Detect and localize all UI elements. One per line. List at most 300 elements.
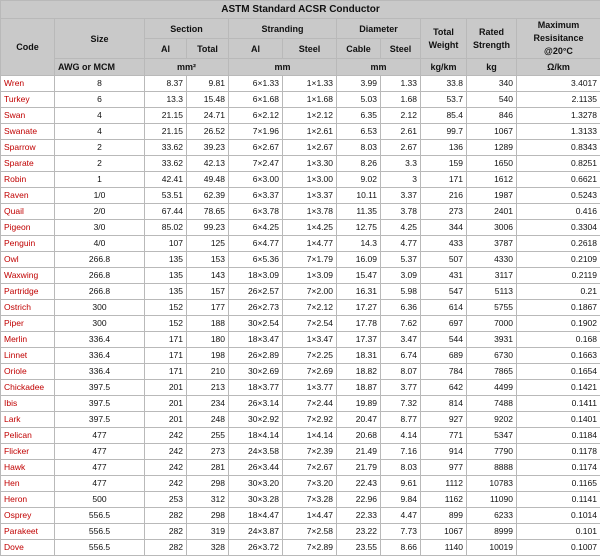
cell-size: 336.4 bbox=[55, 364, 145, 380]
cell-code: Raven bbox=[1, 188, 55, 204]
header-section: Section bbox=[145, 19, 229, 39]
header-diameter-unit: mm bbox=[337, 59, 421, 76]
cell-size: 266.8 bbox=[55, 268, 145, 284]
cell-diameter-steel: 6.36 bbox=[381, 300, 421, 316]
cell-diameter-cable: 18.87 bbox=[337, 380, 381, 396]
cell-section-total: 39.23 bbox=[187, 140, 229, 156]
table-row bbox=[1, 108, 600, 124]
cell-section-al: 242 bbox=[145, 460, 187, 476]
cell-strength: 6233 bbox=[467, 508, 517, 524]
cell-section-al: 85.02 bbox=[145, 220, 187, 236]
cell-code: Osprey bbox=[1, 508, 55, 524]
cell-section-al: 282 bbox=[145, 524, 187, 540]
cell-section-al: 201 bbox=[145, 380, 187, 396]
cell-section-al: 171 bbox=[145, 332, 187, 348]
cell-diameter-steel: 3.37 bbox=[381, 188, 421, 204]
cell-stranding-al: 6×3.78 bbox=[229, 204, 283, 220]
table-row bbox=[1, 236, 600, 252]
cell-code: Hawk bbox=[1, 460, 55, 476]
cell-section-al: 42.41 bbox=[145, 172, 187, 188]
table-row bbox=[1, 252, 600, 268]
cell-weight: 642 bbox=[421, 380, 467, 396]
cell-stranding-al: 30×2.54 bbox=[229, 316, 283, 332]
header-stranding-unit: mm bbox=[229, 59, 337, 76]
cell-stranding-al: 24×3.87 bbox=[229, 524, 283, 540]
cell-strength: 11090 bbox=[467, 492, 517, 508]
cell-resistance: 0.1654 bbox=[517, 364, 600, 380]
cell-code: Hen bbox=[1, 476, 55, 492]
cell-stranding-steel: 7×2.54 bbox=[283, 316, 337, 332]
cell-stranding-steel: 1×3.30 bbox=[283, 156, 337, 172]
cell-section-al: 242 bbox=[145, 444, 187, 460]
cell-diameter-steel: 7.32 bbox=[381, 396, 421, 412]
cell-strength: 5113 bbox=[467, 284, 517, 300]
cell-stranding-steel: 7×2.58 bbox=[283, 524, 337, 540]
cell-section-total: 180 bbox=[187, 332, 229, 348]
cell-diameter-cable: 6.53 bbox=[337, 124, 381, 140]
cell-strength: 846 bbox=[467, 108, 517, 124]
cell-diameter-cable: 20.68 bbox=[337, 428, 381, 444]
table-row bbox=[1, 524, 600, 540]
cell-weight: 771 bbox=[421, 428, 467, 444]
cell-stranding-steel: 1×4.77 bbox=[283, 236, 337, 252]
cell-diameter-cable: 20.47 bbox=[337, 412, 381, 428]
header-weight-unit: kg/km bbox=[421, 59, 467, 76]
cell-size: 397.5 bbox=[55, 380, 145, 396]
cell-code: Pelican bbox=[1, 428, 55, 444]
cell-weight: 216 bbox=[421, 188, 467, 204]
cell-stranding-al: 6×3.00 bbox=[229, 172, 283, 188]
table-row bbox=[1, 140, 600, 156]
cell-strength: 7488 bbox=[467, 396, 517, 412]
cell-stranding-al: 26×2.57 bbox=[229, 284, 283, 300]
cell-strength: 3117 bbox=[467, 268, 517, 284]
cell-resistance: 0.1141 bbox=[517, 492, 600, 508]
cell-size: 477 bbox=[55, 460, 145, 476]
cell-resistance: 0.1663 bbox=[517, 348, 600, 364]
cell-size: 4 bbox=[55, 108, 145, 124]
table-row bbox=[1, 380, 600, 396]
header-size-unit: AWG or MCM bbox=[55, 59, 145, 76]
cell-diameter-steel: 3.09 bbox=[381, 268, 421, 284]
cell-stranding-al: 30×3.20 bbox=[229, 476, 283, 492]
cell-stranding-al: 26×3.72 bbox=[229, 540, 283, 556]
cell-stranding-steel: 7×2.89 bbox=[283, 540, 337, 556]
table-body bbox=[1, 76, 600, 556]
cell-resistance: 0.1178 bbox=[517, 444, 600, 460]
cell-section-total: 15.48 bbox=[187, 92, 229, 108]
cell-stranding-al: 18×3.09 bbox=[229, 268, 283, 284]
cell-section-al: 171 bbox=[145, 348, 187, 364]
cell-diameter-cable: 8.26 bbox=[337, 156, 381, 172]
cell-stranding-al: 6×1.33 bbox=[229, 76, 283, 92]
cell-diameter-steel: 2.12 bbox=[381, 108, 421, 124]
cell-size: 397.5 bbox=[55, 396, 145, 412]
cell-strength: 10019 bbox=[467, 540, 517, 556]
cell-stranding-steel: 1×2.67 bbox=[283, 140, 337, 156]
cell-diameter-cable: 22.43 bbox=[337, 476, 381, 492]
cell-strength: 9202 bbox=[467, 412, 517, 428]
cell-diameter-cable: 23.22 bbox=[337, 524, 381, 540]
cell-resistance: 0.1411 bbox=[517, 396, 600, 412]
cell-code: Sparrow bbox=[1, 140, 55, 156]
cell-diameter-cable: 18.31 bbox=[337, 348, 381, 364]
cell-code: Ostrich bbox=[1, 300, 55, 316]
table-row bbox=[1, 348, 600, 364]
cell-section-al: 282 bbox=[145, 540, 187, 556]
cell-code: Heron bbox=[1, 492, 55, 508]
cell-resistance: 0.1902 bbox=[517, 316, 600, 332]
table-row bbox=[1, 220, 600, 236]
cell-weight: 614 bbox=[421, 300, 467, 316]
table-row bbox=[1, 284, 600, 300]
cell-code: Flicker bbox=[1, 444, 55, 460]
table-row bbox=[1, 508, 600, 524]
cell-strength: 3931 bbox=[467, 332, 517, 348]
table-row bbox=[1, 476, 600, 492]
cell-code: Partridge bbox=[1, 284, 55, 300]
cell-diameter-steel: 8.77 bbox=[381, 412, 421, 428]
header-diameter-steel: Steel bbox=[381, 39, 421, 59]
cell-diameter-steel: 4.14 bbox=[381, 428, 421, 444]
cell-code: Lark bbox=[1, 412, 55, 428]
cell-strength: 1987 bbox=[467, 188, 517, 204]
header-stranding-steel: Steel bbox=[283, 39, 337, 59]
cell-section-total: 62.39 bbox=[187, 188, 229, 204]
cell-diameter-cable: 5.03 bbox=[337, 92, 381, 108]
cell-diameter-cable: 16.09 bbox=[337, 252, 381, 268]
cell-size: 4 bbox=[55, 124, 145, 140]
cell-section-al: 152 bbox=[145, 316, 187, 332]
cell-stranding-al: 26×3.14 bbox=[229, 396, 283, 412]
cell-size: 2 bbox=[55, 156, 145, 172]
cell-resistance: 0.1184 bbox=[517, 428, 600, 444]
cell-stranding-al: 18×4.47 bbox=[229, 508, 283, 524]
cell-strength: 7865 bbox=[467, 364, 517, 380]
cell-diameter-steel: 9.61 bbox=[381, 476, 421, 492]
table-row bbox=[1, 492, 600, 508]
cell-resistance: 0.1421 bbox=[517, 380, 600, 396]
cell-stranding-steel: 1×3.47 bbox=[283, 332, 337, 348]
cell-weight: 1162 bbox=[421, 492, 467, 508]
cell-section-al: 135 bbox=[145, 252, 187, 268]
cell-code: Swan bbox=[1, 108, 55, 124]
cell-size: 477 bbox=[55, 428, 145, 444]
cell-stranding-steel: 1×1.33 bbox=[283, 76, 337, 92]
header-diameter: Diameter bbox=[337, 19, 421, 39]
table-row bbox=[1, 428, 600, 444]
table-row bbox=[1, 300, 600, 316]
cell-stranding-steel: 7×3.20 bbox=[283, 476, 337, 492]
cell-weight: 977 bbox=[421, 460, 467, 476]
cell-section-al: 242 bbox=[145, 476, 187, 492]
cell-section-al: 253 bbox=[145, 492, 187, 508]
cell-code: Merlin bbox=[1, 332, 55, 348]
cell-size: 1 bbox=[55, 172, 145, 188]
cell-section-total: 328 bbox=[187, 540, 229, 556]
cell-size: 336.4 bbox=[55, 348, 145, 364]
table-row bbox=[1, 204, 600, 220]
header-section-total: Total bbox=[187, 39, 229, 59]
cell-diameter-steel: 9.84 bbox=[381, 492, 421, 508]
cell-code: Wren bbox=[1, 76, 55, 92]
cell-strength: 5347 bbox=[467, 428, 517, 444]
cell-diameter-steel: 2.61 bbox=[381, 124, 421, 140]
cell-size: 336.4 bbox=[55, 332, 145, 348]
cell-stranding-steel: 1×1.68 bbox=[283, 92, 337, 108]
cell-size: 1/0 bbox=[55, 188, 145, 204]
cell-weight: 273 bbox=[421, 204, 467, 220]
cell-weight: 927 bbox=[421, 412, 467, 428]
cell-code: Quail bbox=[1, 204, 55, 220]
cell-section-total: 24.71 bbox=[187, 108, 229, 124]
cell-section-total: 26.52 bbox=[187, 124, 229, 140]
cell-strength: 3006 bbox=[467, 220, 517, 236]
cell-code: Ibis bbox=[1, 396, 55, 412]
cell-section-total: 125 bbox=[187, 236, 229, 252]
cell-diameter-cable: 17.27 bbox=[337, 300, 381, 316]
cell-size: 556.5 bbox=[55, 540, 145, 556]
cell-code: Swanate bbox=[1, 124, 55, 140]
cell-code: Penguin bbox=[1, 236, 55, 252]
cell-diameter-steel: 4.25 bbox=[381, 220, 421, 236]
cell-diameter-steel: 3.78 bbox=[381, 204, 421, 220]
cell-diameter-steel: 2.67 bbox=[381, 140, 421, 156]
cell-section-total: 319 bbox=[187, 524, 229, 540]
cell-size: 8 bbox=[55, 76, 145, 92]
cell-section-total: 177 bbox=[187, 300, 229, 316]
cell-resistance: 0.416 bbox=[517, 204, 600, 220]
cell-stranding-al: 7×1.96 bbox=[229, 124, 283, 140]
cell-strength: 3787 bbox=[467, 236, 517, 252]
cell-resistance: 0.1867 bbox=[517, 300, 600, 316]
cell-section-al: 201 bbox=[145, 396, 187, 412]
cell-code: Dove bbox=[1, 540, 55, 556]
cell-diameter-cable: 10.11 bbox=[337, 188, 381, 204]
cell-strength: 5755 bbox=[467, 300, 517, 316]
cell-weight: 431 bbox=[421, 268, 467, 284]
cell-diameter-cable: 22.33 bbox=[337, 508, 381, 524]
header-diameter-cable: Cable bbox=[337, 39, 381, 59]
cell-code: Turkey bbox=[1, 92, 55, 108]
cell-code: Piper bbox=[1, 316, 55, 332]
cell-stranding-steel: 1×3.77 bbox=[283, 380, 337, 396]
table-row bbox=[1, 364, 600, 380]
cell-stranding-steel: 7×2.92 bbox=[283, 412, 337, 428]
cell-resistance: 0.2119 bbox=[517, 268, 600, 284]
cell-stranding-steel: 1×2.12 bbox=[283, 108, 337, 124]
cell-diameter-cable: 15.47 bbox=[337, 268, 381, 284]
cell-weight: 1112 bbox=[421, 476, 467, 492]
table-row bbox=[1, 156, 600, 172]
cell-stranding-al: 18×4.14 bbox=[229, 428, 283, 444]
cell-strength: 7000 bbox=[467, 316, 517, 332]
cell-section-total: 213 bbox=[187, 380, 229, 396]
cell-diameter-steel: 8.03 bbox=[381, 460, 421, 476]
cell-diameter-cable: 9.02 bbox=[337, 172, 381, 188]
cell-diameter-cable: 12.75 bbox=[337, 220, 381, 236]
header-resistance-unit: Ω/km bbox=[517, 59, 600, 76]
cell-resistance: 0.101 bbox=[517, 524, 600, 540]
cell-weight: 1067 bbox=[421, 524, 467, 540]
cell-diameter-cable: 17.78 bbox=[337, 316, 381, 332]
cell-section-total: 42.13 bbox=[187, 156, 229, 172]
cell-weight: 547 bbox=[421, 284, 467, 300]
cell-weight: 689 bbox=[421, 348, 467, 364]
cell-section-total: 312 bbox=[187, 492, 229, 508]
cell-diameter-cable: 21.79 bbox=[337, 460, 381, 476]
cell-stranding-al: 6×2.67 bbox=[229, 140, 283, 156]
cell-stranding-al: 26×3.44 bbox=[229, 460, 283, 476]
cell-stranding-steel: 1×2.61 bbox=[283, 124, 337, 140]
cell-diameter-cable: 14.3 bbox=[337, 236, 381, 252]
cell-stranding-steel: 1×3.37 bbox=[283, 188, 337, 204]
header-section-unit: mm² bbox=[145, 59, 229, 76]
cell-strength: 1289 bbox=[467, 140, 517, 156]
cell-diameter-cable: 19.89 bbox=[337, 396, 381, 412]
cell-stranding-al: 18×3.77 bbox=[229, 380, 283, 396]
cell-section-al: 135 bbox=[145, 284, 187, 300]
cell-size: 477 bbox=[55, 444, 145, 460]
cell-size: 397.5 bbox=[55, 412, 145, 428]
table-row bbox=[1, 332, 600, 348]
cell-strength: 2401 bbox=[467, 204, 517, 220]
cell-size: 4/0 bbox=[55, 236, 145, 252]
cell-section-total: 255 bbox=[187, 428, 229, 444]
cell-code: Oriole bbox=[1, 364, 55, 380]
cell-diameter-steel: 4.47 bbox=[381, 508, 421, 524]
cell-section-al: 282 bbox=[145, 508, 187, 524]
cell-weight: 171 bbox=[421, 172, 467, 188]
cell-stranding-steel: 7×2.69 bbox=[283, 364, 337, 380]
cell-stranding-steel: 1×4.14 bbox=[283, 428, 337, 444]
cell-strength: 1612 bbox=[467, 172, 517, 188]
table-row bbox=[1, 124, 600, 140]
cell-resistance: 1.3278 bbox=[517, 108, 600, 124]
cell-diameter-cable: 6.35 bbox=[337, 108, 381, 124]
cell-stranding-al: 6×1.68 bbox=[229, 92, 283, 108]
cell-section-al: 33.62 bbox=[145, 140, 187, 156]
cell-weight: 1140 bbox=[421, 540, 467, 556]
cell-stranding-steel: 1×3.00 bbox=[283, 172, 337, 188]
cell-stranding-al: 6×4.77 bbox=[229, 236, 283, 252]
cell-section-total: 298 bbox=[187, 508, 229, 524]
cell-stranding-al: 26×2.89 bbox=[229, 348, 283, 364]
cell-diameter-steel: 1.68 bbox=[381, 92, 421, 108]
header-strength-unit: kg bbox=[467, 59, 517, 76]
cell-stranding-al: 30×3.28 bbox=[229, 492, 283, 508]
cell-section-al: 135 bbox=[145, 268, 187, 284]
cell-strength: 7790 bbox=[467, 444, 517, 460]
cell-stranding-al: 6×2.12 bbox=[229, 108, 283, 124]
cell-size: 556.5 bbox=[55, 508, 145, 524]
cell-weight: 507 bbox=[421, 252, 467, 268]
header-weight: Total Weight bbox=[421, 19, 467, 59]
cell-resistance: 0.8343 bbox=[517, 140, 600, 156]
cell-strength: 340 bbox=[467, 76, 517, 92]
table-row bbox=[1, 188, 600, 204]
cell-resistance: 3.4017 bbox=[517, 76, 600, 92]
cell-section-total: 157 bbox=[187, 284, 229, 300]
cell-resistance: 0.168 bbox=[517, 332, 600, 348]
table-row bbox=[1, 76, 600, 92]
cell-stranding-al: 24×3.58 bbox=[229, 444, 283, 460]
cell-diameter-cable: 23.55 bbox=[337, 540, 381, 556]
cell-diameter-steel: 5.98 bbox=[381, 284, 421, 300]
table-row bbox=[1, 444, 600, 460]
cell-size: 266.8 bbox=[55, 284, 145, 300]
cell-section-al: 171 bbox=[145, 364, 187, 380]
cell-resistance: 0.21 bbox=[517, 284, 600, 300]
cell-resistance: 0.2618 bbox=[517, 236, 600, 252]
cell-diameter-cable: 8.03 bbox=[337, 140, 381, 156]
cell-stranding-steel: 7×2.12 bbox=[283, 300, 337, 316]
cell-strength: 8999 bbox=[467, 524, 517, 540]
cell-size: 6 bbox=[55, 92, 145, 108]
cell-weight: 814 bbox=[421, 396, 467, 412]
cell-weight: 784 bbox=[421, 364, 467, 380]
cell-diameter-steel: 6.74 bbox=[381, 348, 421, 364]
cell-resistance: 0.1165 bbox=[517, 476, 600, 492]
cell-diameter-steel: 3.3 bbox=[381, 156, 421, 172]
cell-code: Waxwing bbox=[1, 268, 55, 284]
cell-weight: 159 bbox=[421, 156, 467, 172]
cell-diameter-steel: 8.07 bbox=[381, 364, 421, 380]
header-strength: Rated Strength bbox=[467, 19, 517, 59]
cell-code: Sparate bbox=[1, 156, 55, 172]
cell-strength: 4330 bbox=[467, 252, 517, 268]
cell-stranding-steel: 7×2.67 bbox=[283, 460, 337, 476]
table-row bbox=[1, 268, 600, 284]
cell-strength: 6730 bbox=[467, 348, 517, 364]
cell-diameter-steel: 8.66 bbox=[381, 540, 421, 556]
cell-diameter-steel: 7.73 bbox=[381, 524, 421, 540]
cell-diameter-cable: 3.99 bbox=[337, 76, 381, 92]
cell-strength: 1067 bbox=[467, 124, 517, 140]
cell-section-total: 281 bbox=[187, 460, 229, 476]
cell-resistance: 0.1174 bbox=[517, 460, 600, 476]
cell-stranding-steel: 1×4.25 bbox=[283, 220, 337, 236]
cell-weight: 433 bbox=[421, 236, 467, 252]
cell-section-total: 273 bbox=[187, 444, 229, 460]
cell-section-al: 201 bbox=[145, 412, 187, 428]
table-row bbox=[1, 460, 600, 476]
cell-resistance: 0.3304 bbox=[517, 220, 600, 236]
header-stranding: Stranding bbox=[229, 19, 337, 39]
table-row bbox=[1, 412, 600, 428]
cell-section-al: 13.3 bbox=[145, 92, 187, 108]
cell-stranding-steel: 1×3.78 bbox=[283, 204, 337, 220]
cell-section-total: 9.81 bbox=[187, 76, 229, 92]
cell-diameter-cable: 11.35 bbox=[337, 204, 381, 220]
cell-diameter-steel: 3.77 bbox=[381, 380, 421, 396]
cell-diameter-steel: 4.77 bbox=[381, 236, 421, 252]
cell-diameter-steel: 3.47 bbox=[381, 332, 421, 348]
cell-section-al: 242 bbox=[145, 428, 187, 444]
cell-section-al: 21.15 bbox=[145, 124, 187, 140]
cell-weight: 914 bbox=[421, 444, 467, 460]
cell-section-al: 67.44 bbox=[145, 204, 187, 220]
cell-section-al: 21.15 bbox=[145, 108, 187, 124]
cell-weight: 136 bbox=[421, 140, 467, 156]
cell-weight: 344 bbox=[421, 220, 467, 236]
cell-section-total: 298 bbox=[187, 476, 229, 492]
cell-code: Owl bbox=[1, 252, 55, 268]
cell-diameter-steel: 3 bbox=[381, 172, 421, 188]
cell-stranding-steel: 1×4.47 bbox=[283, 508, 337, 524]
cell-size: 300 bbox=[55, 316, 145, 332]
cell-size: 3/0 bbox=[55, 220, 145, 236]
